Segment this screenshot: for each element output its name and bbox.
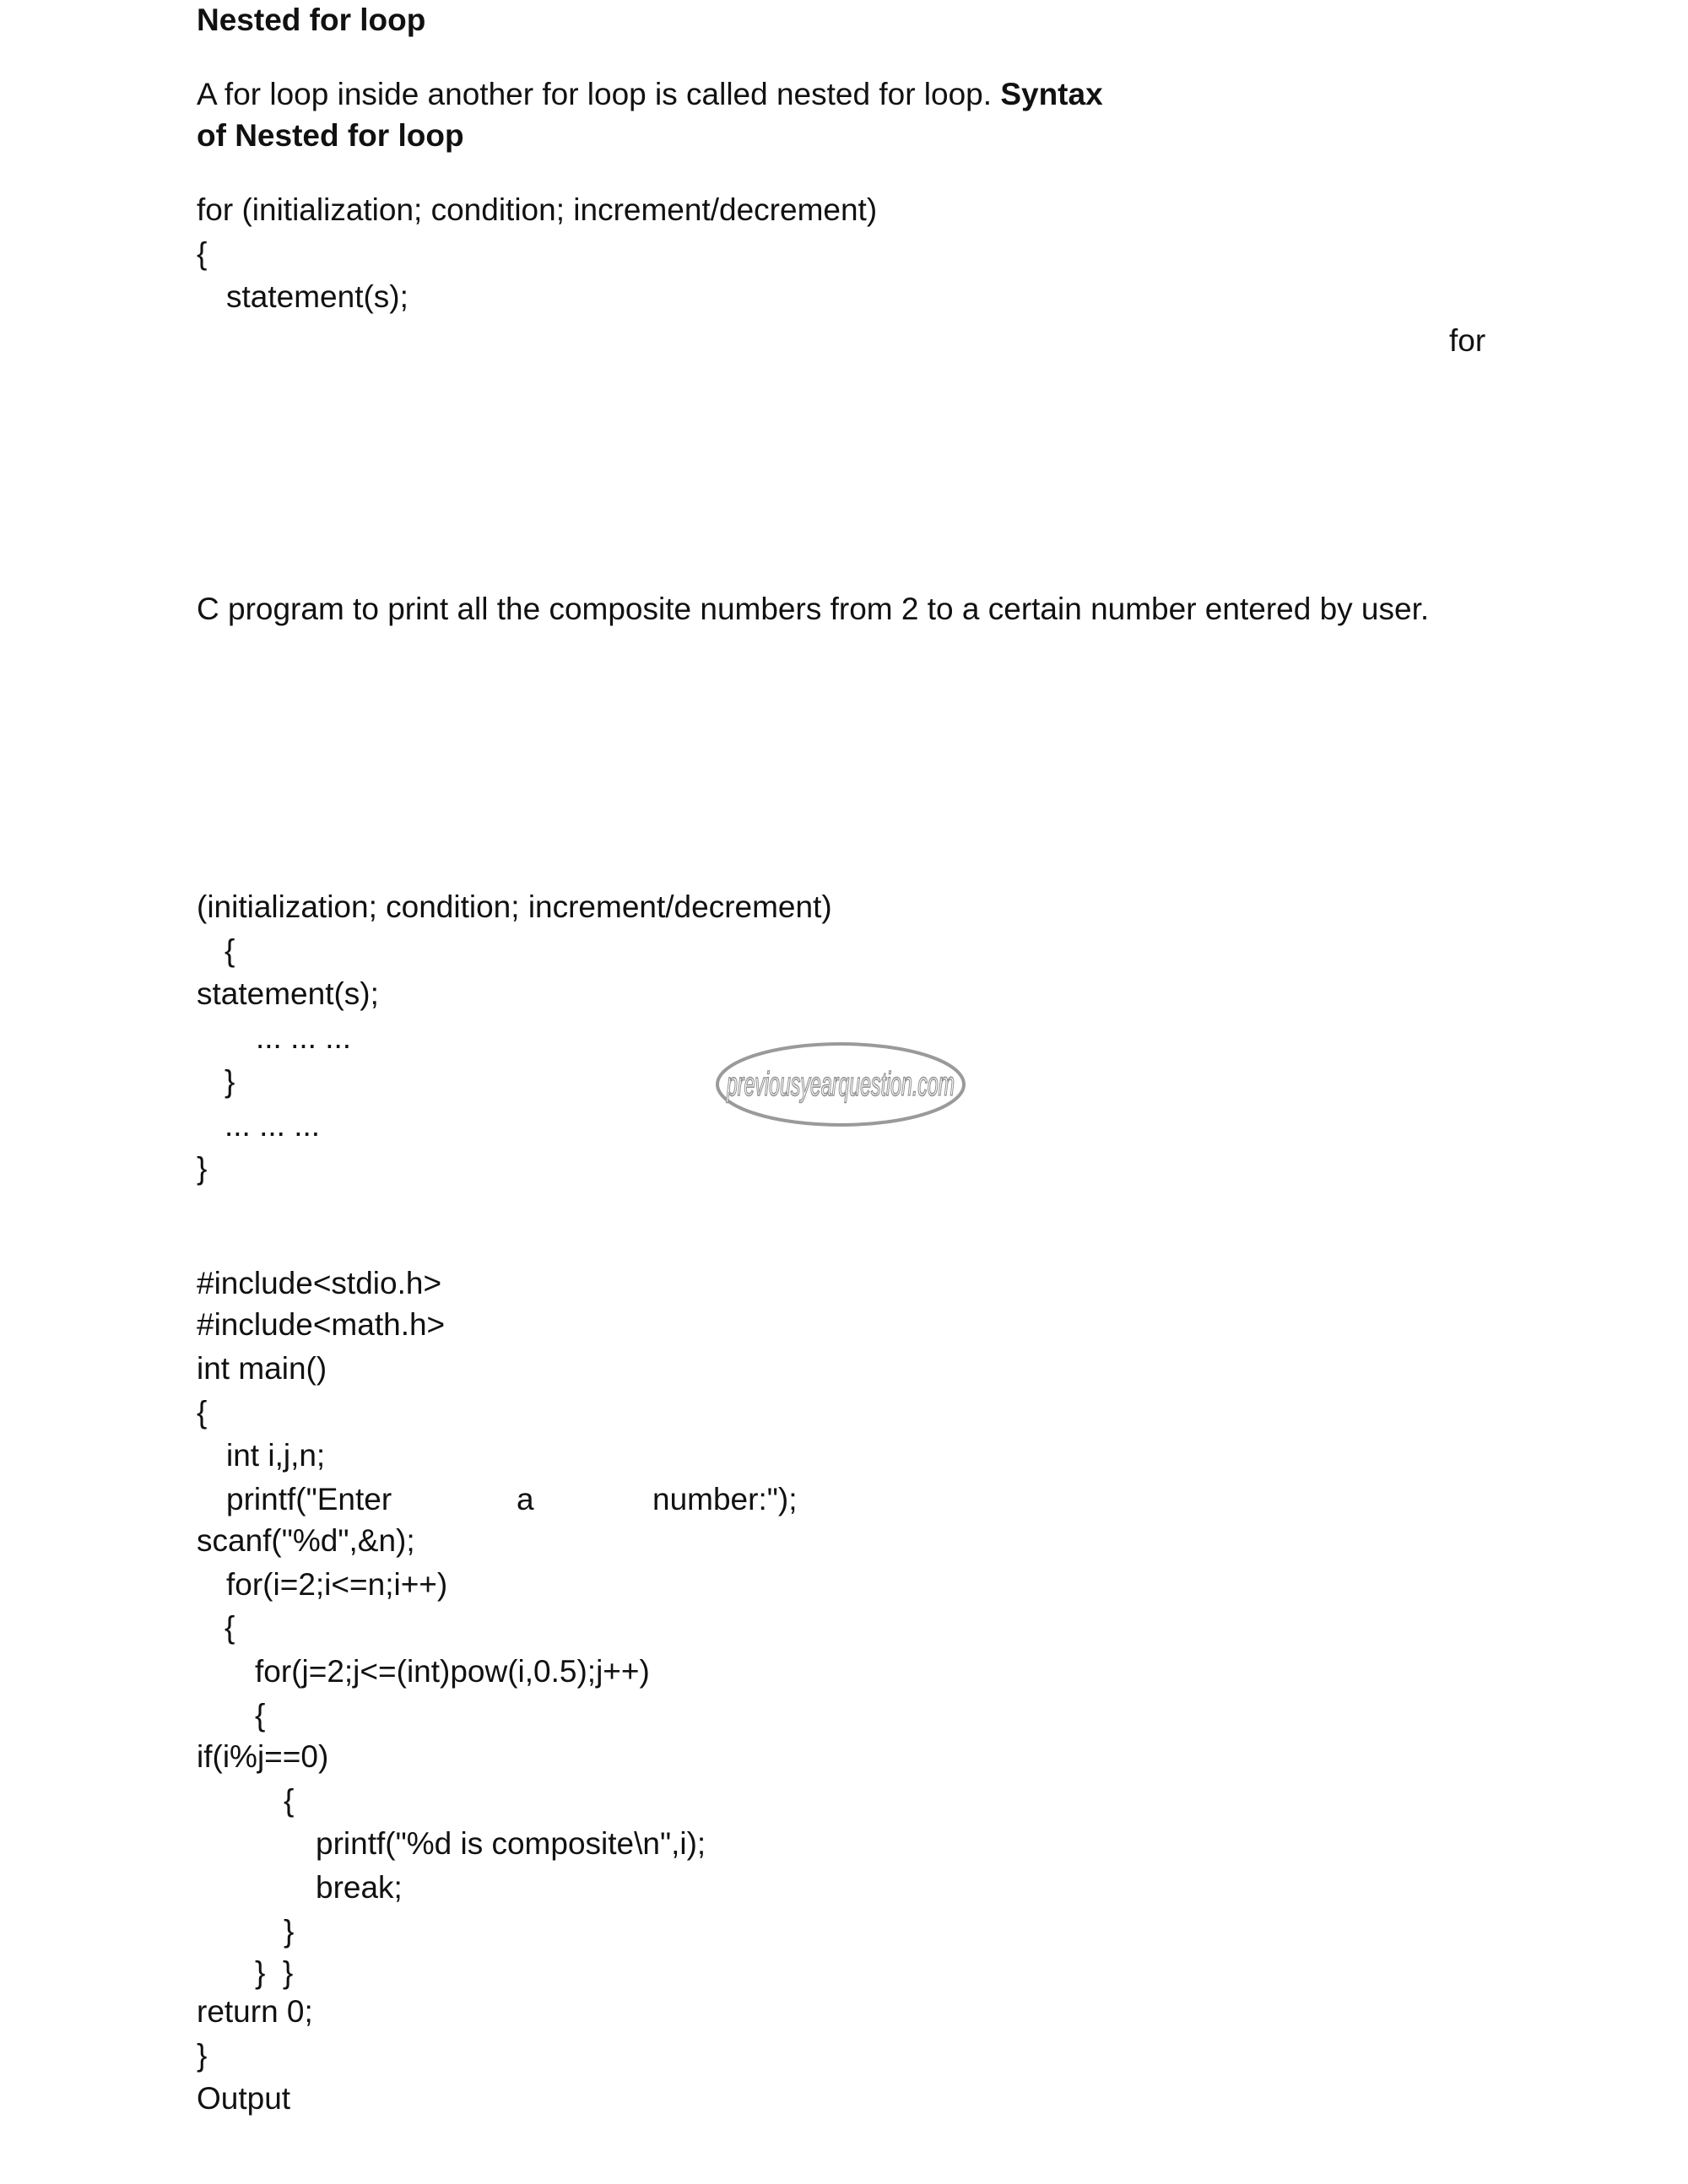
syntax2-line-6: ... ... ... (225, 1108, 321, 1143)
code-line-3: int main() (197, 1351, 327, 1386)
code-line-1: #include<stdio.h> (197, 1266, 442, 1300)
code-line-17: } } (255, 1955, 294, 1990)
intro-bold-subheading: of Nested for loop (197, 118, 464, 153)
code-line-15: break; (316, 1870, 403, 1905)
code-line-4: { (197, 1395, 208, 1430)
syntax2-line-5: } (225, 1064, 235, 1099)
code-line-5: int i,j,n; (226, 1438, 326, 1473)
code-line-6a: printf("Enter (226, 1482, 392, 1516)
code-line-18: return 0; (197, 1994, 313, 2029)
code-line-8: for(i=2;i<=n;i++) (226, 1567, 448, 1602)
watermark-logo (714, 1040, 967, 1129)
code-line-11: { (255, 1698, 266, 1733)
program-title: C program to print all the composite numbers from 2 to a certain number entered by user. (197, 592, 1430, 626)
intro-paragraph (197, 76, 1103, 113)
code-line-19: } (197, 2038, 208, 2073)
syntax2-line-4: ... ... ... (256, 1020, 352, 1055)
watermark-text: previousyearquestion.com (726, 1066, 955, 1103)
code-line-6b: a (517, 1482, 534, 1516)
code-line-9: { (225, 1610, 235, 1645)
code-line-16: } (284, 1914, 295, 1949)
syntax-stray-for: for (1449, 323, 1486, 358)
syntax-line-3: statement(s); (226, 279, 408, 314)
code-line-14: printf("%d is composite\n",i); (316, 1826, 706, 1861)
code-line-6c: number:"); (652, 1482, 798, 1516)
intro-text: A for loop inside another for loop is called nested for loop. (197, 77, 993, 111)
syntax2-line-1: (initialization; condition; increment/decrement) (197, 889, 832, 924)
syntax-line-1: for (initialization; condition; increment/decrement) (197, 192, 878, 227)
syntax2-line-2: { (225, 933, 235, 968)
code-line-7: scanf("%d",&n); (197, 1523, 415, 1558)
syntax2-line-3: statement(s); (197, 976, 379, 1011)
code-line-2: #include<math.h> (197, 1307, 446, 1342)
code-line-10: for(j=2;j<=(int)pow(i,0.5);j++) (255, 1654, 650, 1689)
syntax-line-2: { (197, 236, 208, 271)
syntax2-line-7: } (197, 1151, 208, 1186)
code-line-12: if(i%j==0) (197, 1739, 329, 1774)
page-heading: Nested for loop (197, 3, 426, 37)
code-line-13: { (284, 1783, 295, 1818)
output-label: Output (197, 2081, 291, 2116)
intro-bold-syntax: Syntax (1000, 77, 1103, 111)
